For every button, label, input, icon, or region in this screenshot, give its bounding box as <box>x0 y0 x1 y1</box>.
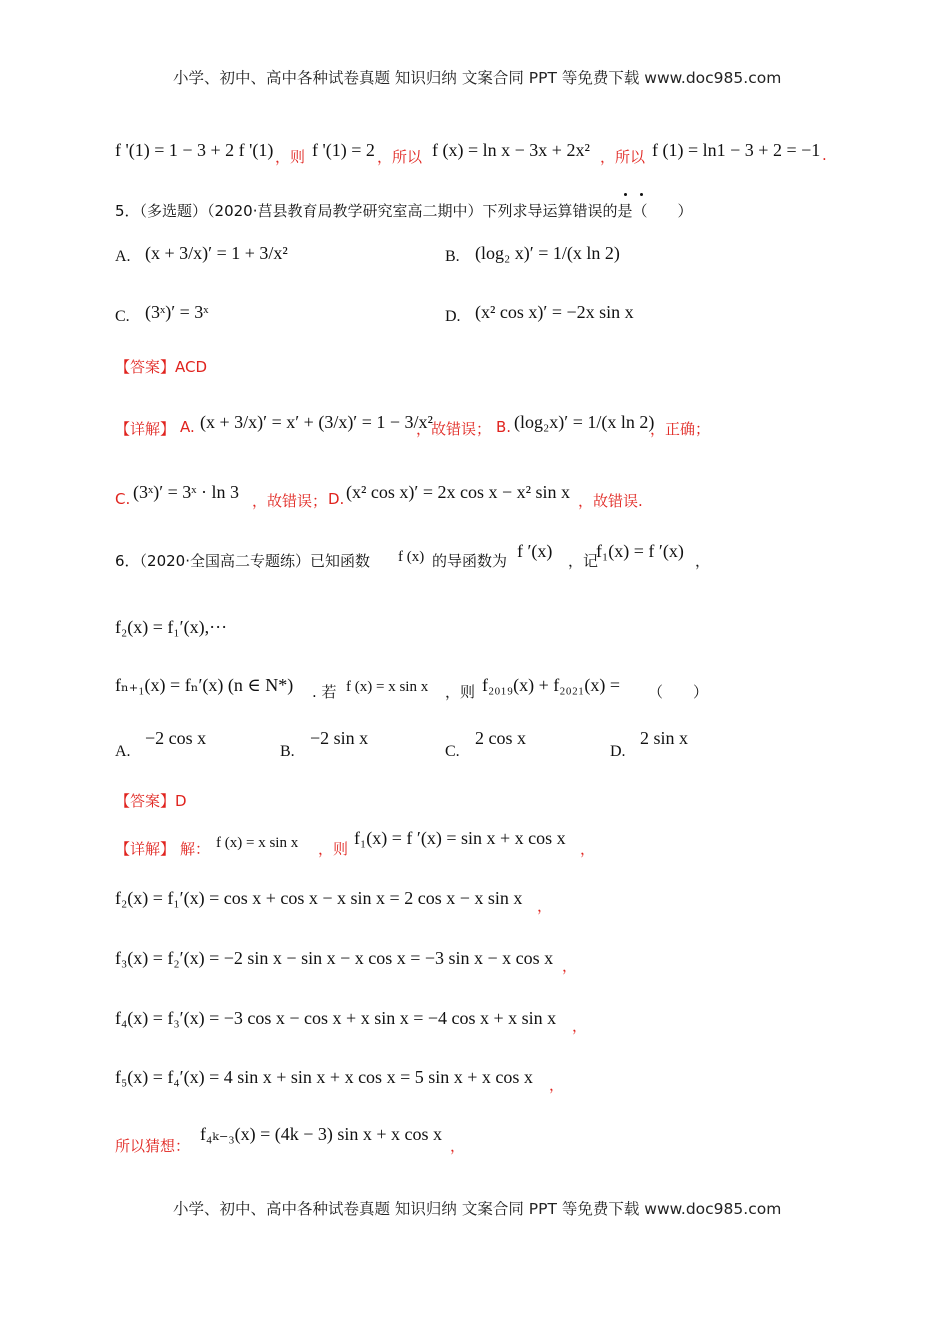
q5-detail-c-label: C. <box>115 490 131 508</box>
q5-option-a-expr: (x + 3/x)′ = 1 + 3/x² <box>145 243 288 263</box>
q6-stem-b: 的导函数为 <box>432 552 508 570</box>
q6-paren: （ ） <box>648 683 709 701</box>
q6-stem-a: 6．（2020·全国高二专题练）已知函数 <box>115 552 370 570</box>
q6-option-c-expr: 2 cos x <box>475 728 526 748</box>
q5-detail-d-expr: (x² cos x)′ = 2x cos x − x² sin x <box>346 482 571 502</box>
q6-detail-given: f (x) = x sin x <box>216 835 299 851</box>
q6-detail-intro: 解： <box>180 840 211 858</box>
q5-option-c-expr: (3ˣ)′ = 3ˣ <box>145 302 209 322</box>
q5-detail-c-note: ，故错误； <box>252 492 328 510</box>
q6-stem-d: . 若 <box>312 683 337 701</box>
q6-f2def: f₂(x) = f₁′(x),··· <box>115 617 228 637</box>
q6-step-f3: f₃(x) = f₂′(x) = −2 sin x − sin x − x cos x = −3 sin x − x cos x <box>115 948 554 968</box>
q6-step-f2: f₂(x) = f₁′(x) = cos x + cos x − x sin x = 2 cos x − x sin x <box>115 888 523 908</box>
q6-option-c-label: C. <box>445 743 460 760</box>
q6-guess-end: ， <box>450 1137 466 1155</box>
q6-guess-label: 所以猜想： <box>115 1137 191 1155</box>
line0-so2: ，所以 <box>600 148 646 166</box>
q5-option-c-label: C. <box>115 308 130 325</box>
q6-fpx: f ′(x) <box>517 541 553 561</box>
q5-option-b-expr: (log₂ x)′ = 1/(x ln 2) <box>475 243 620 263</box>
q6-option-b-label: B. <box>280 743 295 760</box>
line0-eq3: f (x) = ln x − 3x + 2x² <box>432 140 590 160</box>
q6-detail-then: ，则 <box>318 840 349 858</box>
emphasis-dot <box>640 193 643 196</box>
q6-step-f3-end: ， <box>562 957 578 975</box>
q6-detail-comma: ， <box>580 840 596 858</box>
q5-stem: 5．（多选题）（2020·莒县教育局教学研究室高二期中）下列求导运算错误的是（ ） <box>115 202 693 220</box>
q6-option-d-expr: 2 sin x <box>640 728 689 748</box>
emphasis-dot <box>624 193 627 196</box>
q5-answer-value: ACD <box>175 358 208 376</box>
q6-given: f (x) = x sin x <box>346 679 429 695</box>
q6-option-a-label: A. <box>115 743 131 760</box>
line0-eq4: f (1) = ln1 − 3 + 2 = −1 <box>652 140 821 160</box>
q6-target: f₂₀₁₉(x) + f₂₀₂₁(x) = <box>482 675 620 695</box>
line0-end: . <box>822 146 827 164</box>
q6-step-f4: f₄(x) = f₃′(x) = −3 cos x − cos x + x sin x = −4 cos x + x sin x <box>115 1008 557 1028</box>
q6-step-f5: f₅(x) = f₄′(x) = 4 sin x + sin x + x cos x = 5 sin x + x cos x <box>115 1067 533 1087</box>
line0-then: ，则 <box>275 148 306 166</box>
q5-option-b-label: B. <box>445 248 460 265</box>
q6-option-b-expr: −2 sin x <box>310 728 369 748</box>
q5-detail-c-expr: (3ˣ)′ = 3ˣ · ln 3 <box>133 482 239 502</box>
q6-detail-f1: f₁(x) = f ′(x) = sin x + x cos x <box>354 828 566 848</box>
q5-answer <box>115 356 207 377</box>
line0-eq2: f '(1) = 2 <box>312 140 375 160</box>
q5-detail-d-note: ，故错误. <box>578 492 643 510</box>
q5-option-a-label: A. <box>115 248 131 265</box>
line0-so1: ，所以 <box>377 148 423 166</box>
page-header: 小学、初中、高中各种试卷真题 知识归纳 文案合同 PPT 等免费下载 www.doc985.com <box>173 69 782 87</box>
q5-answer-tag: 【答案】 <box>115 358 176 376</box>
q6-step-f2-end: ， <box>537 897 553 915</box>
q5-detail-b-expr: (log₂x)′ = 1/(x ln 2) <box>514 412 655 432</box>
q6-fx: f (x) <box>398 549 425 565</box>
q6-answer-value: D <box>175 792 187 810</box>
q5-detail-tag: 【详解】 <box>115 420 176 438</box>
q6-step-f4-end: ， <box>572 1017 588 1035</box>
q6-comma: ， <box>695 552 711 570</box>
q5-detail-b-note: ，正确； <box>650 420 711 438</box>
q6-stem-e: ，则 <box>445 683 476 701</box>
q5-detail-b-label: B. <box>496 418 512 436</box>
q5-detail-d-label: D. <box>328 490 345 508</box>
q6-fn1def: fₙ₊₁(x) = fₙ′(x) (n ∈ N*) <box>115 675 294 695</box>
q5-detail-a-label: A. <box>180 418 195 436</box>
q6-step-f5-end: ， <box>549 1076 565 1094</box>
q5-option-d-expr: (x² cos x)′ = −2x sin x <box>475 302 634 322</box>
q5-detail-a-expr: (x + 3/x)′ = x′ + (3/x)′ = 1 − 3/x² <box>200 412 433 432</box>
page-footer: 小学、初中、高中各种试卷真题 知识归纳 文案合同 PPT 等免费下载 www.doc985.com <box>173 1200 782 1218</box>
q6-guess-expr: f₄ₖ₋₃(x) = (4k − 3) sin x + x cos x <box>200 1124 443 1144</box>
q6-answer-tag: 【答案】 <box>115 792 176 810</box>
q6-f1def: f₁(x) = f ′(x) <box>596 541 684 561</box>
line0-eq1: f '(1) = 1 − 3 + 2 f '(1) <box>115 140 274 160</box>
q6-detail-tag: 【详解】 <box>115 840 176 858</box>
q6-answer <box>115 790 187 811</box>
q5-detail-a-note: ，故错误； <box>416 420 492 438</box>
q6-stem-c: ，记 <box>568 552 599 570</box>
q6-option-d-label: D. <box>610 743 626 760</box>
q6-option-a-expr: −2 cos x <box>145 728 207 748</box>
q5-option-d-label: D. <box>445 308 461 325</box>
